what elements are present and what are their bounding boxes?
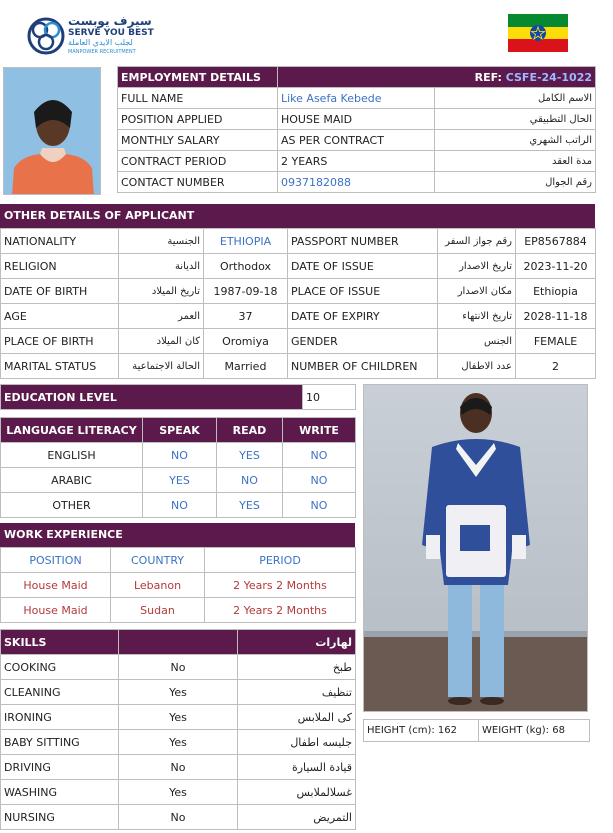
logo-mark-icon bbox=[26, 14, 66, 58]
salary-value: AS PER CONTRACT bbox=[278, 130, 435, 151]
other-details-title: OTHER DETAILS OF APPLICANT bbox=[0, 204, 595, 228]
table-row bbox=[1, 705, 356, 730]
table-row bbox=[1, 304, 596, 329]
table-row bbox=[1, 254, 596, 279]
logo-arabic: سيرف يوبست bbox=[68, 14, 152, 28]
row-label-ar: الاسم الكامل bbox=[435, 88, 596, 109]
write-header: WRITE bbox=[283, 418, 356, 443]
table-row bbox=[1, 354, 596, 379]
row-label-ar: رقم الجوال bbox=[435, 172, 596, 193]
work-period: 2 Years 2 Months bbox=[205, 598, 356, 623]
work-country: Lebanon bbox=[111, 573, 205, 598]
label: PASSPORT NUMBER bbox=[288, 229, 438, 254]
table-row bbox=[1, 655, 356, 680]
employment-table bbox=[117, 66, 596, 193]
label-ar: رقم جواز السفر bbox=[438, 229, 516, 254]
skills-title-ar: لهارات bbox=[238, 630, 356, 655]
work-period: 2 Years 2 Months bbox=[205, 573, 356, 598]
skill-name-ar: قيادة السيارة bbox=[238, 755, 356, 780]
label: MARITAL STATUS bbox=[1, 354, 119, 379]
table-row bbox=[1, 573, 356, 598]
full-name-value: Like Asefa Kebede bbox=[278, 88, 435, 109]
dob-value: 1987-09-18 bbox=[204, 279, 288, 304]
work-position: House Maid bbox=[1, 573, 111, 598]
skill-name-ar: طبخ bbox=[238, 655, 356, 680]
table-row bbox=[1, 598, 356, 623]
label-ar: كان الميلاد bbox=[119, 329, 204, 354]
label-ar: مكان الاصدار bbox=[438, 279, 516, 304]
skill-name: COOKING bbox=[1, 655, 119, 680]
row-label: POSITION APPLIED bbox=[118, 109, 278, 130]
position-value: HOUSE MAID bbox=[278, 109, 435, 130]
skill-name-ar: جليسه اطفال bbox=[238, 730, 356, 755]
work-experience-title: WORK EXPERIENCE bbox=[0, 523, 355, 547]
place-of-birth-value: Oromiya bbox=[204, 329, 288, 354]
religion-value: Orthodox bbox=[204, 254, 288, 279]
position-header: POSITION bbox=[1, 548, 111, 573]
place-of-issue-value: Ethiopia bbox=[516, 279, 596, 304]
skill-name-ar: التمريض bbox=[238, 805, 356, 830]
skill-value: Yes bbox=[119, 730, 238, 755]
table-row bbox=[1, 443, 356, 468]
skill-value: No bbox=[119, 755, 238, 780]
read-header: READ bbox=[217, 418, 283, 443]
language-table bbox=[0, 417, 356, 518]
row-label-ar: الحال التطبيقي bbox=[435, 109, 596, 130]
language-name: OTHER bbox=[1, 493, 143, 518]
full-body-portrait-icon bbox=[364, 385, 588, 712]
label: NATIONALITY bbox=[1, 229, 119, 254]
label: PLACE OF BIRTH bbox=[1, 329, 119, 354]
table-row bbox=[1, 730, 356, 755]
period-header: PERIOD bbox=[205, 548, 356, 573]
row-label: MONTHLY SALARY bbox=[118, 130, 278, 151]
country-header: COUNTRY bbox=[111, 548, 205, 573]
speak-value: NO bbox=[143, 493, 217, 518]
row-label: FULL NAME bbox=[118, 88, 278, 109]
write-value: NO bbox=[283, 443, 356, 468]
logo-name: SERVE YOU BEST bbox=[68, 28, 154, 38]
skill-value: Yes bbox=[119, 680, 238, 705]
company-logo bbox=[26, 14, 156, 58]
employment-title: EMPLOYMENT DETAILS bbox=[118, 67, 278, 88]
row-label-ar: الراتب الشهري bbox=[435, 130, 596, 151]
label-ar: عدد الاطفال bbox=[438, 354, 516, 379]
skills-table bbox=[0, 629, 356, 830]
passport-value: EP8567884 bbox=[516, 229, 596, 254]
education-title: EDUCATION LEVEL bbox=[1, 385, 303, 410]
row-label-ar: مدة العقد bbox=[435, 151, 596, 172]
contact-value[interactable]: 0937182088 bbox=[278, 172, 435, 193]
label: RELIGION bbox=[1, 254, 119, 279]
education-value: 10 bbox=[303, 385, 356, 410]
label-ar: الحالة الاجتماعية bbox=[119, 354, 204, 379]
table-row bbox=[118, 151, 596, 172]
table-row bbox=[1, 805, 356, 830]
label: AGE bbox=[1, 304, 119, 329]
speak-header: SPEAK bbox=[143, 418, 217, 443]
skill-name-ar: تنظيف bbox=[238, 680, 356, 705]
table-row bbox=[1, 680, 356, 705]
table-row bbox=[1, 780, 356, 805]
table-row bbox=[118, 130, 596, 151]
read-value: NO bbox=[217, 468, 283, 493]
portrait-icon bbox=[4, 68, 101, 195]
education-table bbox=[0, 384, 356, 410]
contract-value: 2 YEARS bbox=[278, 151, 435, 172]
skills-title: SKILLS bbox=[1, 630, 119, 655]
read-value: YES bbox=[217, 443, 283, 468]
language-header: LANGUAGE LITERACY bbox=[1, 418, 143, 443]
skill-value: No bbox=[119, 655, 238, 680]
table-row bbox=[118, 88, 596, 109]
write-value: NO bbox=[283, 493, 356, 518]
label-ar: تاريخ الاصدار bbox=[438, 254, 516, 279]
speak-value: YES bbox=[143, 468, 217, 493]
label-ar: الديانة bbox=[119, 254, 204, 279]
other-details-table bbox=[0, 228, 596, 379]
skill-name: IRONING bbox=[1, 705, 119, 730]
children-value: 2 bbox=[516, 354, 596, 379]
age-value: 37 bbox=[204, 304, 288, 329]
label: GENDER bbox=[288, 329, 438, 354]
work-position: House Maid bbox=[1, 598, 111, 623]
label: PLACE OF ISSUE bbox=[288, 279, 438, 304]
label: DATE OF EXPIRY bbox=[288, 304, 438, 329]
applicant-photo bbox=[3, 67, 101, 195]
skill-name: WASHING bbox=[1, 780, 119, 805]
speak-value: NO bbox=[143, 443, 217, 468]
label: DATE OF ISSUE bbox=[288, 254, 438, 279]
table-row bbox=[118, 172, 596, 193]
row-label: CONTACT NUMBER bbox=[118, 172, 278, 193]
measurements-table bbox=[363, 719, 590, 742]
read-value: YES bbox=[217, 493, 283, 518]
table-row bbox=[1, 493, 356, 518]
row-label: CONTRACT PERIOD bbox=[118, 151, 278, 172]
logo-sub: MANPOWER RECRUITMENT bbox=[68, 49, 136, 55]
work-country: Sudan bbox=[111, 598, 205, 623]
logo-arabic-sub: لجلب الايدي العاملة bbox=[68, 38, 133, 47]
marital-value: Married bbox=[204, 354, 288, 379]
weight-value: WEIGHT (kg): 68 bbox=[479, 720, 590, 742]
ethiopia-flag-icon bbox=[508, 14, 568, 52]
skill-value: Yes bbox=[119, 780, 238, 805]
skill-value: No bbox=[119, 805, 238, 830]
table-row bbox=[1, 229, 596, 254]
skill-name: CLEANING bbox=[1, 680, 119, 705]
label: DATE OF BIRTH bbox=[1, 279, 119, 304]
ref-cell bbox=[278, 67, 596, 88]
height-value: HEIGHT (cm): 162 bbox=[364, 720, 479, 742]
ref-value: CSFE-24-1022 bbox=[505, 70, 593, 84]
write-value: NO bbox=[283, 468, 356, 493]
gender-value: FEMALE bbox=[516, 329, 596, 354]
skill-name: DRIVING bbox=[1, 755, 119, 780]
label-ar: الجنس bbox=[438, 329, 516, 354]
language-name: ARABIC bbox=[1, 468, 143, 493]
skill-value: Yes bbox=[119, 705, 238, 730]
expiry-value: 2028-11-18 bbox=[516, 304, 596, 329]
skill-name: BABY SITTING bbox=[1, 730, 119, 755]
language-name: ENGLISH bbox=[1, 443, 143, 468]
work-experience-table bbox=[0, 547, 356, 623]
nationality-value: ETHIOPIA bbox=[204, 229, 288, 254]
table-row bbox=[1, 755, 356, 780]
label-ar: تاريخ الميلاد bbox=[119, 279, 204, 304]
skill-name-ar: غسلالملابس bbox=[238, 780, 356, 805]
table-row bbox=[1, 329, 596, 354]
issue-date-value: 2023-11-20 bbox=[516, 254, 596, 279]
label-ar: العمر bbox=[119, 304, 204, 329]
skills-title-spacer bbox=[119, 630, 238, 655]
table-row bbox=[118, 109, 596, 130]
skill-name-ar: كى الملابس bbox=[238, 705, 356, 730]
label-ar: تاريخ الانتهاء bbox=[438, 304, 516, 329]
table-row bbox=[1, 468, 356, 493]
ref-label: REF: bbox=[474, 70, 502, 84]
skill-name: NURSING bbox=[1, 805, 119, 830]
full-body-photo bbox=[363, 384, 588, 712]
label: NUMBER OF CHILDREN bbox=[288, 354, 438, 379]
label-ar: الجنسية bbox=[119, 229, 204, 254]
table-row bbox=[1, 279, 596, 304]
